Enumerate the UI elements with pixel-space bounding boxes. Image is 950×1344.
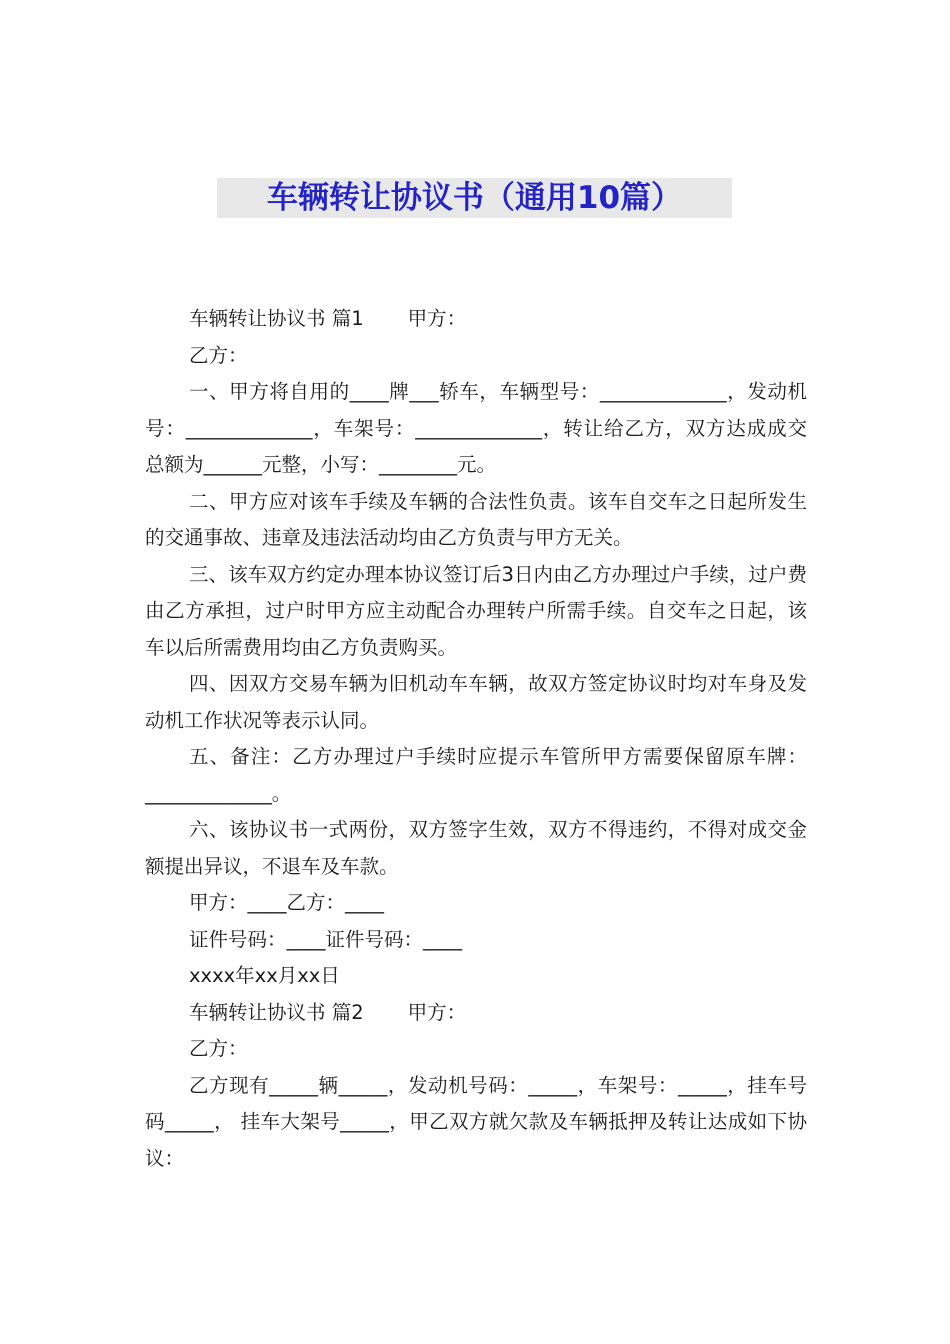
section1-clause-1: 一、甲方将自用的____牌___轿车，车辆型号：_____________，发动机号：_____________，车架号：_____________，转让给乙方，双方达成成交总额为______元整，小写：________元。 (145, 380, 807, 476)
section2-party-a: 甲方： (407, 1000, 467, 1024)
title-highlight (217, 178, 732, 218)
section1-signatures: 甲方：____乙方：____ (189, 891, 385, 914)
document-title: 车辆转让协议书（通用10篇） (266, 180, 683, 216)
section1-party-b: 乙方： (189, 343, 248, 367)
section1-clause-5: 五、备注：乙方办理过户手续时应提示车管所甲方需要保留原车牌：_____________。 (145, 745, 807, 805)
section1-clause-2: 二、甲方应对该车手续及车辆的合法性负责。该车自交车之日起所发生的交通事故、违章及违法活动均由乙方负责与甲方无关。 (145, 489, 807, 549)
section1-clause-6: 六、该协议书一式两份，双方签字生效，双方不得违约，不得对成交金额提出异议，不退车及车款。 (145, 818, 807, 878)
document-body (145, 301, 807, 1177)
section2-heading-line (145, 995, 807, 1032)
section1-party-a: 甲方： (407, 307, 467, 330)
section1-date: xxxx年xx月xx日 (189, 964, 340, 987)
section2-heading: 车辆转让协议书 篇2 (189, 1000, 364, 1024)
section1-heading-line (145, 301, 807, 338)
section1-clause-4: 四、因双方交易车辆为旧机动车车辆，故双方签定协议时均对车身及发动机工作状况等表示认同。 (145, 672, 807, 732)
section2-party-b: 乙方： (189, 1037, 248, 1060)
section1-clause-3: 三、该车双方约定办理本协议签订后3日内由乙方办理过户手续，过户费由乙方承担，过户时甲方应主动配合办理转户所需手续。自交车之日起，该车以后所需费用均由乙方负责购买。 (145, 562, 807, 659)
section2-clause-1: 乙方现有_____辆_____，发动机号码：_____，车架号：_____，挂车号码_____， 挂车大架号_____，甲乙双方就欠款及车辆抵押及转让达成如下协议： (145, 1073, 807, 1170)
section1-id-numbers: 证件号码：____证件号码：____ (189, 927, 463, 951)
section1-heading: 车辆转让协议书 篇1 (189, 307, 364, 330)
